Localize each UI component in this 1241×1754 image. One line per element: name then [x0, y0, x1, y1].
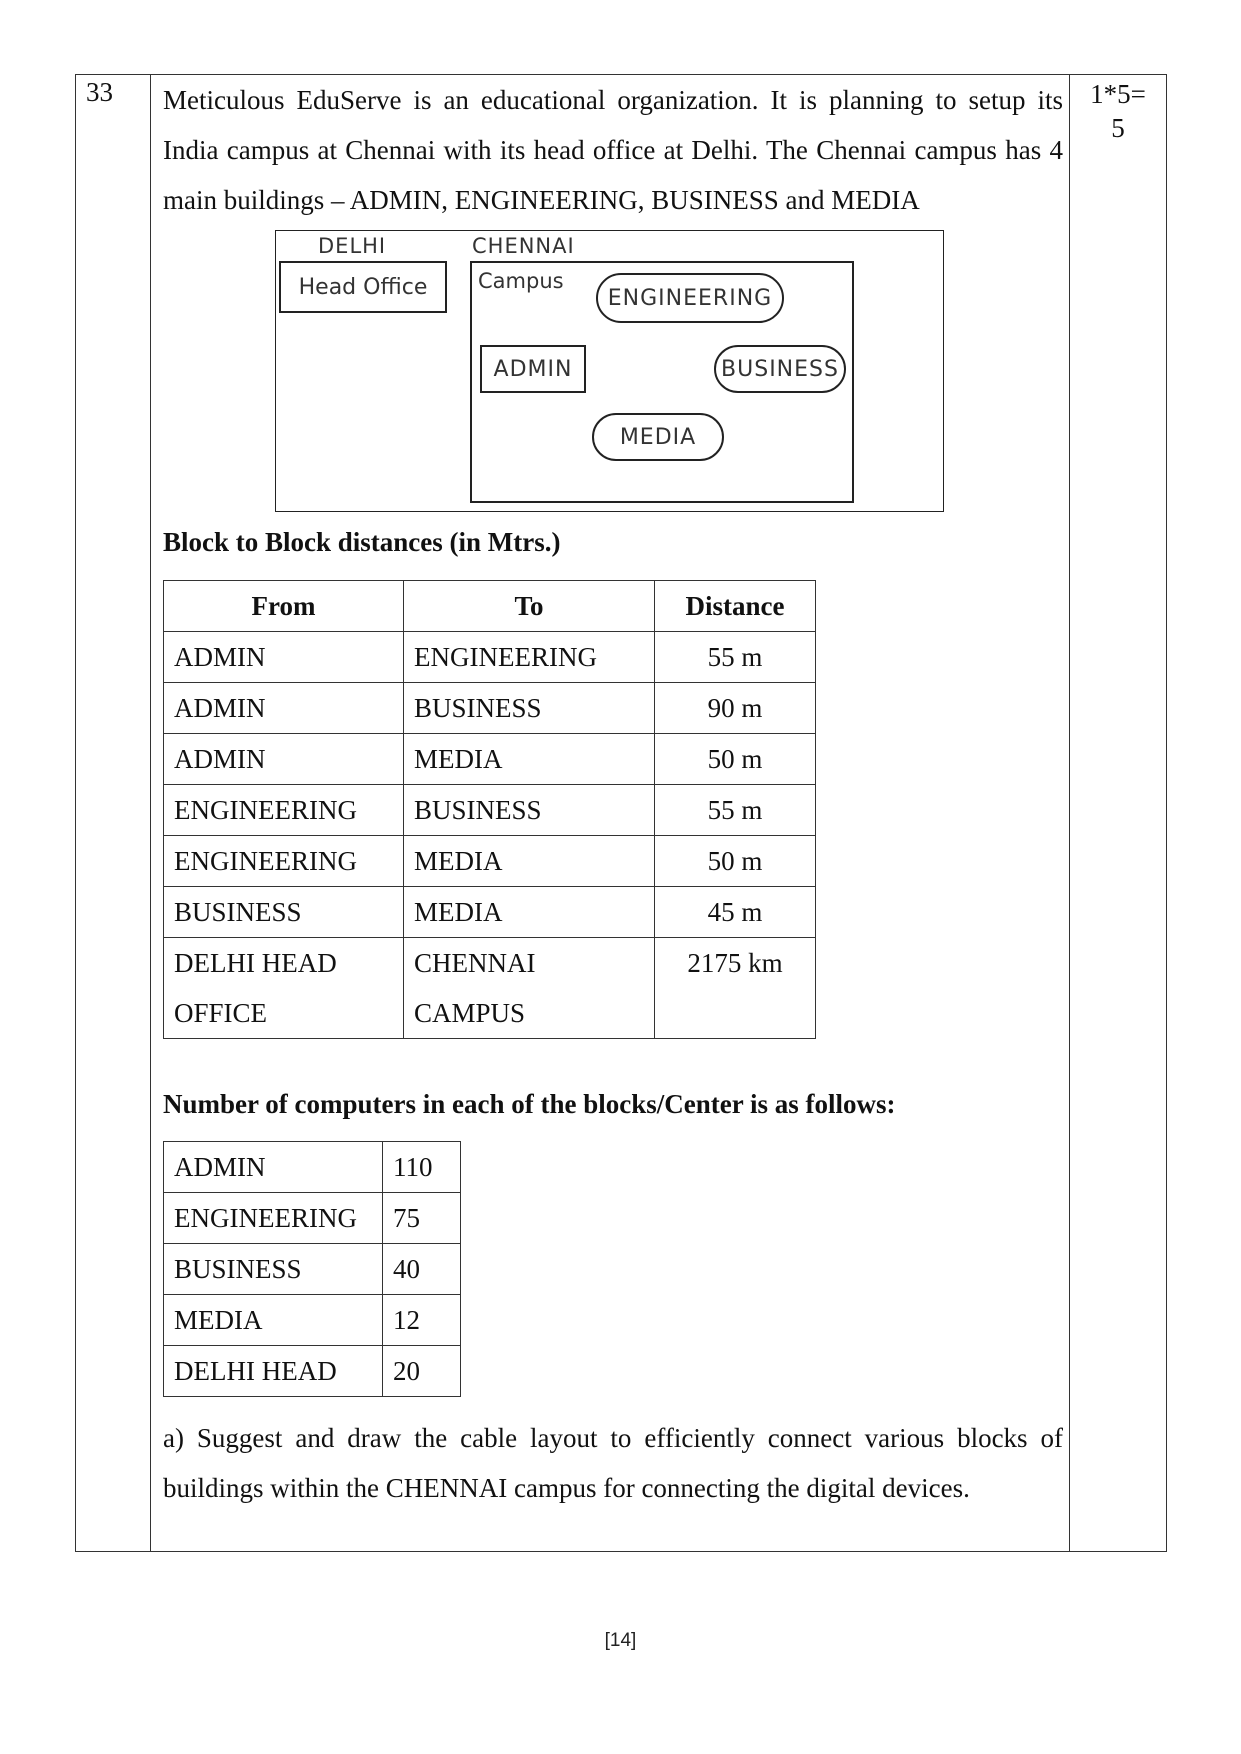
distance-cell: 55 m	[655, 785, 816, 836]
business-block	[714, 345, 846, 393]
distances-heading: Block to Block distances (in Mtrs.)	[163, 527, 561, 557]
to-cell	[404, 938, 655, 1039]
count-cell: 40	[383, 1244, 461, 1295]
to-cell: MEDIA	[404, 887, 655, 938]
table-row	[164, 1244, 461, 1295]
from-cell: ADMIN	[164, 734, 404, 785]
question-body-cell	[151, 75, 1070, 1552]
distance-cell: 55 m	[655, 632, 816, 683]
block-cell: MEDIA	[164, 1295, 383, 1346]
engineering-block	[596, 273, 784, 323]
delhi-label: DELHI	[318, 234, 387, 258]
from-cell: ENGINEERING	[164, 785, 404, 836]
block-cell: DELHI HEAD	[164, 1346, 383, 1397]
campus-label: Campus	[478, 269, 564, 293]
to-line-1: CHENNAI	[414, 948, 536, 978]
engineering-block-label: ENGINEERING	[607, 285, 773, 311]
table-row	[164, 632, 816, 683]
from-cell	[164, 938, 404, 1039]
campus-diagram	[275, 230, 944, 512]
admin-block	[480, 345, 586, 393]
distance-cell: 50 m	[655, 734, 816, 785]
distance-cell: 50 m	[655, 836, 816, 887]
to-cell: MEDIA	[404, 734, 655, 785]
header-distance: Distance	[655, 581, 816, 632]
count-cell: 20	[383, 1346, 461, 1397]
table-row	[164, 683, 816, 734]
head-office-box	[279, 261, 447, 313]
block-cell: BUSINESS	[164, 1244, 383, 1295]
marks-line-1: 1*5=	[1090, 79, 1146, 109]
count-cell: 12	[383, 1295, 461, 1346]
marks-line-2: 5	[1111, 113, 1125, 143]
head-office-label: Head Office	[298, 274, 428, 300]
part-a-question: a) Suggest and draw the cable layout to efficiently connect various blocks of buildings within the CHENNAI campus for connecting the digital devices.	[163, 1423, 1063, 1503]
table-row	[164, 887, 816, 938]
distance-cell: 90 m	[655, 683, 816, 734]
question-intro: Meticulous EduServe is an educational organization. It is planning to setup its India campus at Chennai with its head office at Delhi. The Chennai campus has 4 main buildings – ADMIN, ENGINEERING, BUSINESS and MEDIA	[163, 85, 1063, 215]
count-cell: 75	[383, 1193, 461, 1244]
from-line-2: OFFICE	[174, 998, 268, 1028]
table-row	[164, 1346, 461, 1397]
count-cell: 110	[383, 1142, 461, 1193]
question-number-cell	[76, 75, 151, 1552]
table-row	[164, 1142, 461, 1193]
distance-cell: 2175 km	[655, 938, 816, 1039]
computers-table	[163, 1141, 461, 1397]
from-cell: ENGINEERING	[164, 836, 404, 887]
marks-cell	[1070, 75, 1167, 1552]
to-cell: MEDIA	[404, 836, 655, 887]
from-cell: BUSINESS	[164, 887, 404, 938]
from-line-1: DELHI HEAD	[174, 948, 337, 978]
to-cell: BUSINESS	[404, 683, 655, 734]
table-row	[164, 836, 816, 887]
header-from: From	[164, 581, 404, 632]
admin-block-label: ADMIN	[493, 356, 573, 382]
table-row	[164, 1295, 461, 1346]
question-number: 33	[86, 77, 113, 107]
table-row	[164, 1193, 461, 1244]
chennai-label: CHENNAI	[472, 234, 575, 258]
business-block-label: BUSINESS	[721, 356, 839, 382]
campus-box	[470, 261, 854, 503]
block-cell: ENGINEERING	[164, 1193, 383, 1244]
table-row	[164, 938, 816, 1039]
distance-table	[163, 580, 816, 1039]
block-cell: ADMIN	[164, 1142, 383, 1193]
to-line-2: CAMPUS	[414, 998, 526, 1028]
distance-header-row	[164, 581, 816, 632]
to-cell: ENGINEERING	[404, 632, 655, 683]
computers-heading: Number of computers in each of the blocks/Center is as follows:	[163, 1089, 896, 1119]
header-to: To	[404, 581, 655, 632]
from-cell: ADMIN	[164, 683, 404, 734]
media-block	[592, 413, 724, 461]
to-cell: BUSINESS	[404, 785, 655, 836]
question-table	[75, 74, 1167, 1552]
media-block-label: MEDIA	[619, 424, 697, 450]
page-number: [14]	[604, 1630, 637, 1651]
table-row	[164, 734, 816, 785]
distance-cell: 45 m	[655, 887, 816, 938]
from-cell: ADMIN	[164, 632, 404, 683]
table-row	[164, 785, 816, 836]
